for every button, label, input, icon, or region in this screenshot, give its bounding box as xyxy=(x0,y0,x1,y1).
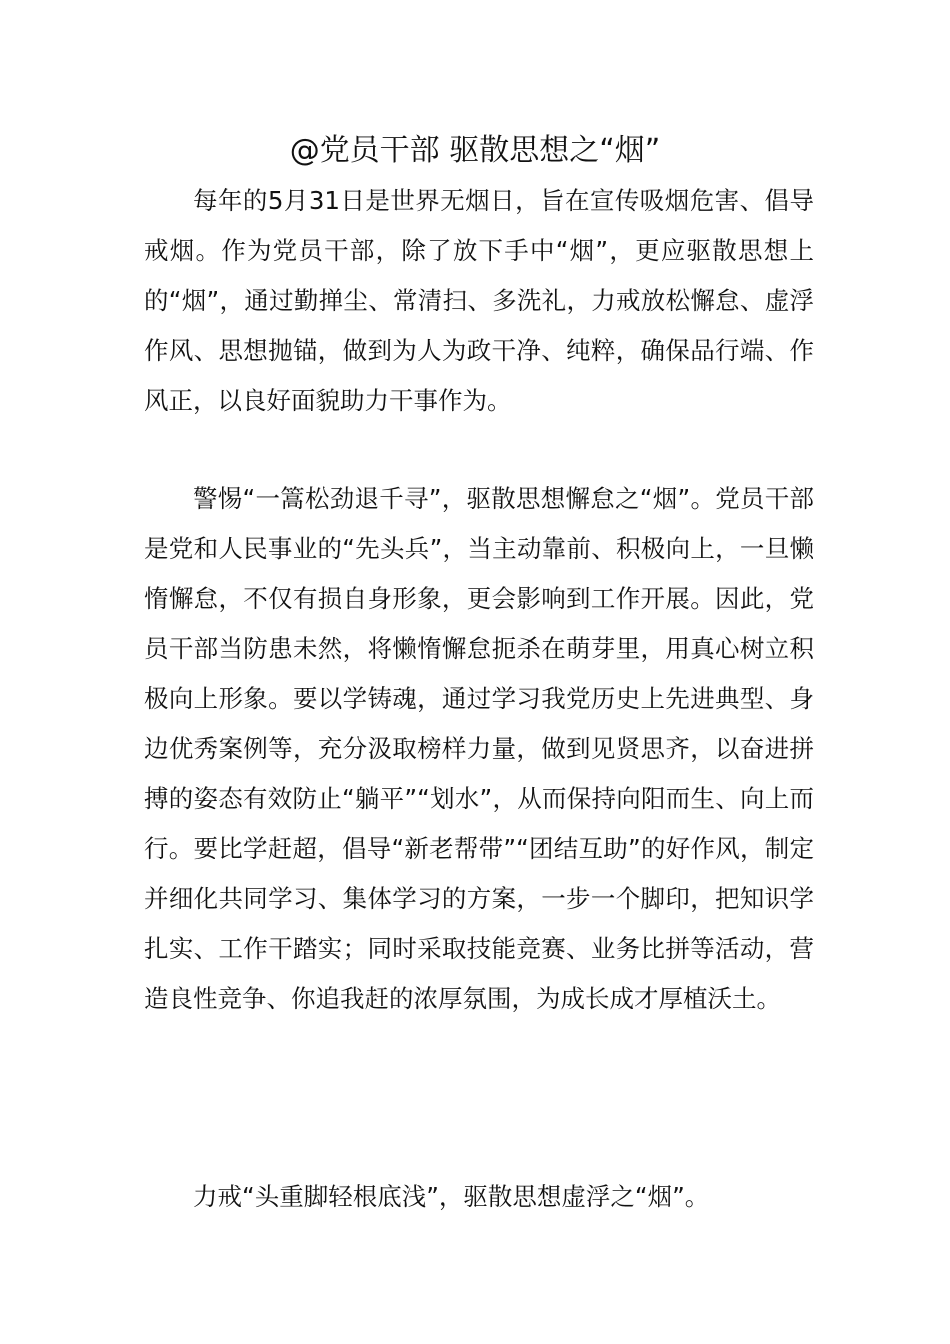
document-title: @党员干部 驱散思想之“烟” xyxy=(289,133,661,168)
paragraph-intro: 每年的5月31日是世界无烟日，旨在宣传吸烟危害、倡导戒烟。作为党员干部，除了放下手中“烟”，更应驱散思想上的“烟”，通过勤掸尘、常清扫、多洗礼，力戒放松懈怠、虚浮作风、思想抛锚，做到为人为政干净、纯粹，确保品行端、作风正，以良好面貌助力干事作为。 xyxy=(144,186,814,415)
paragraph-idleness: 警惕“一篙松劲退千寻”，驱散思想懈怠之“烟”。党员干部是党和人民事业的“先头兵”，当主动靠前、积极向上，一旦懒惰懈怠，不仅有损自身形象，更会影响到工作开展。因此，党员干部当防患未然，将懒惰懈怠扼杀在萌芽里，用真心树立积极向上形象。要以学铸魂，通过学习我党历史上先进典型、身边优秀案例等，充分汲取榜样力量，做到见贤思齐，以奋进拼搏的姿态有效防止“躺平”“划水”，从而保持向阳而生、向上而行。要比学赶超，倡导“新老帮带”“团结互助”的好作风，制定并细化共同学习、集体学习的方案，一步一个脚印，把知识学扎实、工作干踏实；同时采取技能竞赛、业务比拼等活动，营造良性竞争、你追我赶的浓厚氛围，为成长成才厚植沃土。 xyxy=(144,484,814,1013)
paragraph-superficiality: 力戒“头重脚轻根底浅”，驱散思想虚浮之“烟”。 xyxy=(193,1182,710,1211)
